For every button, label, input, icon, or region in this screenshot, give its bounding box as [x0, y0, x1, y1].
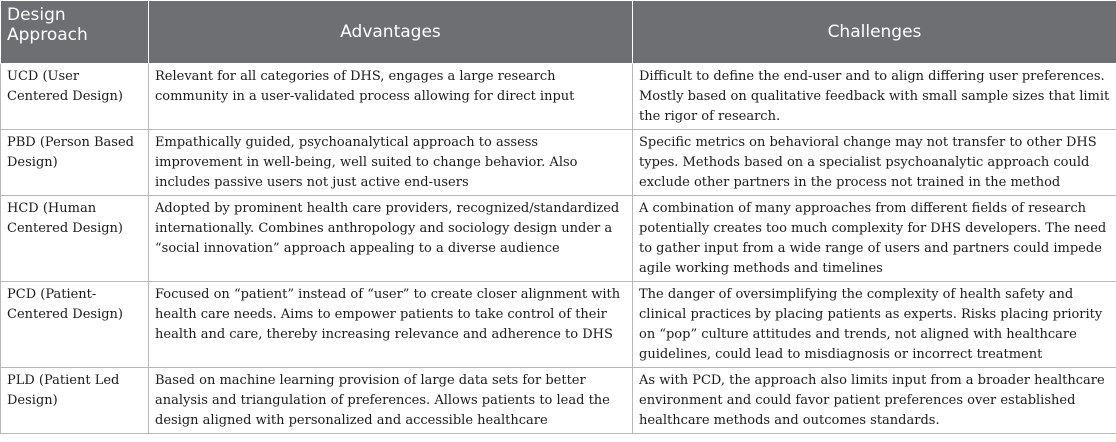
advantages-cell: Empathically guided, psychoanalytical approach to assess improvement in well-being, well suited to change behavior. Also includes passive users not just active end-users — [149, 130, 633, 196]
approach-cell: HCD (Human Centered Design) — [1, 196, 149, 282]
table-row — [1, 64, 1116, 130]
challenges-cell: Difficult to define the end-user and to align differing user preferences. Mostly based on qualitative feedback with small sample sizes that limit the rigor of research. — [633, 64, 1116, 130]
approach-cell: PLD (Patient Led Design) — [1, 368, 149, 434]
header-row — [1, 1, 1116, 64]
table-row — [1, 282, 1116, 368]
header-challenges: Challenges — [633, 1, 1116, 64]
advantages-cell: Relevant for all categories of DHS, engages a large research community in a user-validated process allowing for direct input — [149, 64, 633, 130]
challenges-cell: As with PCD, the approach also limits input from a broader healthcare environment and could favor patient preferences over established healthcare methods and outcomes standards. — [633, 368, 1116, 434]
table-row — [1, 196, 1116, 282]
table-row — [1, 130, 1116, 196]
advantages-cell: Adopted by prominent health care providers, recognized/standardized internationally. Combines anthropology and sociology design under a “social innovation” approach appealing to a diverse audience — [149, 196, 633, 282]
approach-cell: UCD (User Centered Design) — [1, 64, 149, 130]
approach-cell: PCD (Patient-Centered Design) — [1, 282, 149, 368]
challenges-cell: The danger of oversimplifying the complexity of health safety and clinical practices by placing patients as experts. Risks placing priority on “pop” culture attitudes and trends, not aligned with healthcare guidelines, could lead to misdiagnosis or incorrect treatment — [633, 282, 1116, 368]
advantages-cell: Focused on “patient” instead of “user” to create closer alignment with health care needs. Aims to empower patients to take control of their health and care, thereby increasing relevance and adherence to DHS — [149, 282, 633, 368]
challenges-cell: Specific metrics on behavioral change may not transfer to other DHS types. Methods based on a specialist psychoanalytic approach could exclude other partners in the process not trained in the method — [633, 130, 1116, 196]
approach-cell: PBD (Person Based Design) — [1, 130, 149, 196]
table-row — [1, 368, 1116, 434]
header-advantages: Advantages — [149, 1, 633, 64]
header-design-approach: Design Approach — [1, 1, 149, 64]
advantages-cell: Based on machine learning provision of large data sets for better analysis and triangulation of preferences. Allows patients to lead the design aligned with personalized and accessible healthcare — [149, 368, 633, 434]
challenges-cell: A combination of many approaches from different fields of research potentially creates too much complexity for DHS developers. The need to gather input from a wide range of users and partners could impede agile working methods and timelines — [633, 196, 1116, 282]
